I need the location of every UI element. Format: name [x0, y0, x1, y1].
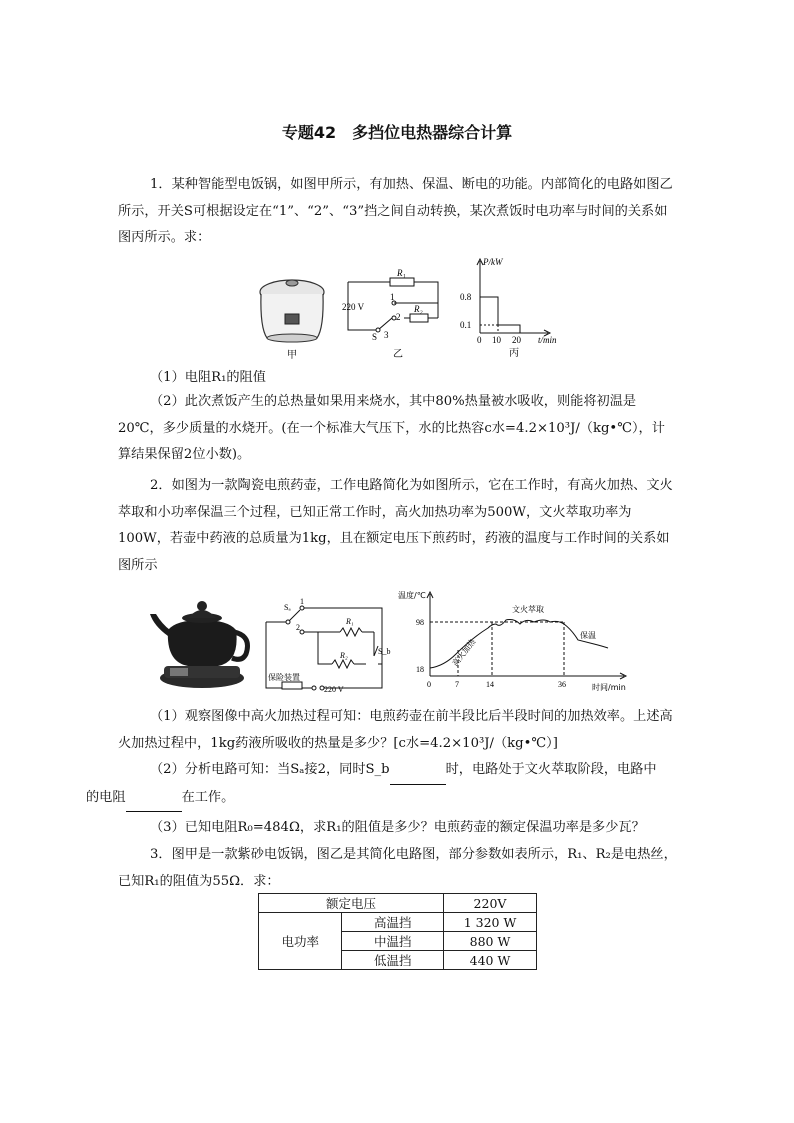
svg-text:保温: 保温 [580, 631, 596, 640]
svg-text:2: 2 [296, 623, 300, 632]
svg-text:保险装置: 保险装置 [268, 673, 300, 682]
fuse-box [282, 682, 302, 689]
svg-text:温度/℃: 温度/℃ [398, 591, 426, 600]
svg-text:36: 36 [558, 680, 566, 689]
page-title: 专题42 多挡位电热器综合计算 [281, 123, 513, 142]
q2-circuit [262, 596, 392, 696]
svg-text:0: 0 [477, 335, 482, 345]
svg-text:Sₐ: Sₐ [284, 603, 291, 612]
q3-stem: 3．图甲是一款紫砂电饭锅，图乙是其简化电路图，部分参数如表所示，R₁、R₂是电热丝，已知R₁的阻值为55Ω．求： [118, 847, 677, 889]
switch-blade [378, 318, 392, 330]
svg-text:2: 2 [396, 312, 401, 322]
svg-text:S_b: S_b [378, 647, 391, 656]
svg-text:14: 14 [486, 680, 494, 689]
svg-text:t/min: t/min [538, 335, 557, 345]
table-row: 低温挡 440 W [259, 951, 537, 970]
q1-fig-jia [255, 270, 330, 362]
q3-spec-table [258, 893, 537, 970]
table-row: 额定电压 220V [259, 894, 537, 913]
svg-text:3: 3 [384, 330, 389, 340]
q1-fig-bing [458, 255, 568, 365]
svg-text:98: 98 [416, 618, 424, 627]
svg-text:R₁: R₁ [397, 268, 406, 278]
q2-stem: 2．如图为一款陶瓷电煎药壶，工作电路简化为如图所示，它在工作时，有高火加热、文火萃取和小功率保温三个过程，已知正常工作时，高火加热功率为500W，文火萃取功率为100W，若壶中药液的总质量为1kg，且在额定电压下煎药时，药液的温度与工作时间的关系如图所示 [118, 478, 673, 573]
q1-fig-yi [340, 268, 448, 363]
table-row: 中温挡 880 W [259, 932, 537, 951]
resistor-r1 [340, 628, 362, 636]
svg-text:7: 7 [455, 680, 459, 689]
label-yi: 乙 [393, 349, 403, 360]
svg-text:0.8: 0.8 [460, 292, 472, 302]
svg-text:R₁: R₁ [346, 617, 354, 626]
svg-text:P/kW: P/kW [483, 257, 503, 267]
resistor-r2 [332, 660, 354, 668]
svg-text:文火萃取: 文火萃取 [512, 605, 544, 614]
power-curve [480, 297, 520, 333]
svg-text:0: 0 [427, 680, 431, 689]
q2-part2: （2）分析电路可知：当Sₐ接2，同时S_b 时，电路处于文火萃取阶段，电路中 的电阻 在工作。 [118, 757, 678, 812]
svg-text:R₂: R₂ [340, 651, 348, 660]
svg-text:高火加热: 高火加热 [450, 637, 478, 669]
q1-stem: 1．某种智能型电饭锅，如图甲所示，有加热、保温、断电的功能。内部简化的电路如图乙所示，开关S可根据设定在“1”、“2”、“3”挡之间自动转换，某次煮饭时电功率与时间的关系如图丙所示。求： [118, 177, 673, 245]
svg-text:10: 10 [492, 335, 501, 345]
svg-text:0.1: 0.1 [460, 320, 472, 330]
svg-text:1: 1 [390, 292, 395, 302]
svg-text:时间/min: 时间/min [592, 683, 626, 692]
q1-part2: （2）此次煮饭产生的总热量如果用来烧水，其中80%热量被水吸收，则能将初温是20℃，多少质量的水烧开。(在一个标准大气压下，水的比热容c水=4.2×10³J/（kg•℃），计算结果保留2位小数)。 [118, 394, 665, 462]
q2-temp-graph [396, 588, 628, 696]
q2-part1: （1）观察图像中高火加热过程可知：电煎药壶在前半段比后半段时间的加热效率。上述高火加热过程中，1kg药液所吸收的热量是多少？[c水=4.2×10³J/（kg•℃）] [118, 709, 673, 751]
svg-text:R₂: R₂ [414, 304, 423, 314]
svg-text:S: S [372, 332, 378, 342]
q1-part1: （1）电阻R₁的阻值 [150, 370, 266, 385]
table-row: 电功率 高温挡 1 320 W [259, 913, 537, 932]
svg-text:220 V: 220 V [342, 302, 365, 312]
kettle-body [168, 620, 237, 666]
resistor-r2 [410, 314, 428, 322]
q2-part3: （3）已知电阻R₀=484Ω，求R₁的阻值是多少？电煎药壶的额定保温功率是多少瓦？ [150, 820, 645, 835]
svg-text:220 V: 220 V [324, 685, 344, 694]
svg-text:20: 20 [512, 335, 521, 345]
q2-kettle-image [148, 592, 256, 692]
label-jia: 甲 [287, 350, 297, 361]
svg-text:1: 1 [300, 597, 304, 606]
svg-text:18: 18 [416, 665, 424, 674]
resistor-r1 [390, 278, 414, 286]
label-bing: 丙 [509, 348, 519, 359]
